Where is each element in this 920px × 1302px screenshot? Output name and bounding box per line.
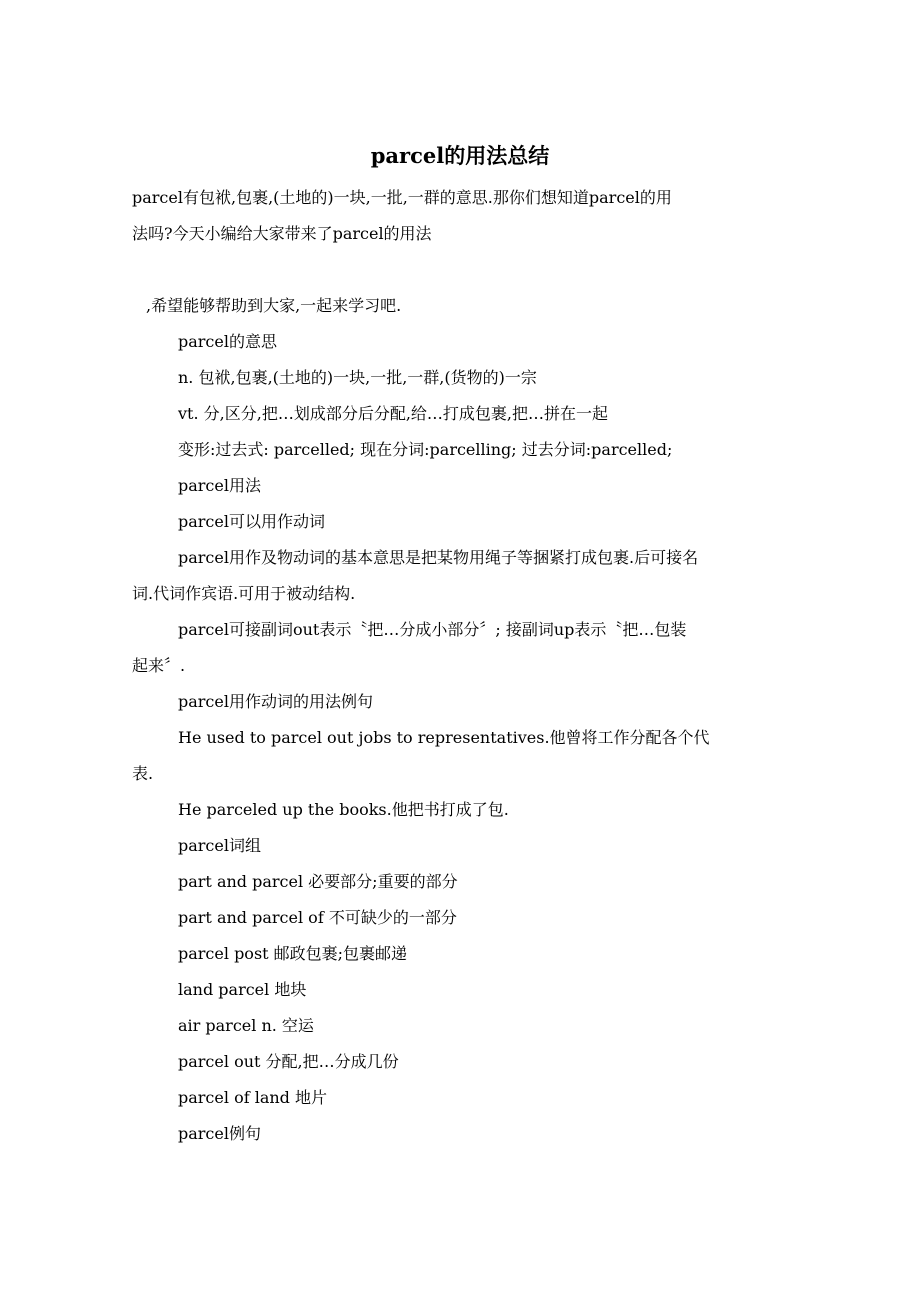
usage-heading: parcel用法 [178,476,261,495]
verb-heading: parcel可以用作动词 [178,512,325,531]
meaning-verb: vt. 分,区分,把…划成部分后分配,给…打成包裹,把…拼在一起 [178,404,608,423]
phrase-item: parcel out 分配,把…分成几份 [178,1052,399,1071]
verb-examples-heading: parcel用作动词的用法例句 [178,692,373,711]
inflections: 变形:过去式: parcelled; 现在分词:parcelling; 过去分词:parcelled; [178,440,673,459]
adverb-usage-line: parcel可接副词out表示〝把…分成小部分〞; 接副词up表示〝把…包装 [178,620,687,639]
phrase-item: part and parcel 必要部分;重要的部分 [178,872,458,891]
phrase-item: air parcel n. 空运 [178,1016,314,1035]
meaning-noun: n. 包袱,包裹,(土地的)一块,一批,一群,(货物的)一宗 [178,368,537,387]
intro-paragraph-line: parcel有包袱,包裹,(土地的)一块,一批,一群的意思.那你们想知道parcel的用 [132,188,672,207]
document-body [132,180,794,1152]
phrase-item: part and parcel of 不可缺少的一部分 [178,908,457,927]
phrase-item: parcel of land 地片 [178,1088,327,1107]
sentences-heading: parcel例句 [178,1124,261,1143]
example-sentence-line: 表. [132,764,154,783]
phrases-heading: parcel词组 [178,836,261,855]
verb-description-line: parcel用作及物动词的基本意思是把某物用绳子等捆紧打成包裹.后可接名 [178,548,699,567]
adverb-usage-line: 起来〞. [132,656,186,675]
example-sentence: He parceled up the books.他把书打成了包. [178,800,509,819]
intro-paragraph-line: ,希望能够帮助到大家,一起来学习吧. [146,296,402,315]
meaning-heading: parcel的意思 [178,332,277,351]
intro-paragraph-line: 法吗?今天小编给大家带来了parcel的用法 [132,224,432,243]
example-sentence-line: He used to parcel out jobs to representatives.他曾将工作分配各个代 [178,728,710,747]
phrase-item: land parcel 地块 [178,980,307,999]
page-title: parcel的用法总结 [370,143,550,168]
phrase-item: parcel post 邮政包裹;包裹邮递 [178,944,408,963]
verb-description-line: 词.代词作宾语.可用于被动结构. [132,584,356,603]
